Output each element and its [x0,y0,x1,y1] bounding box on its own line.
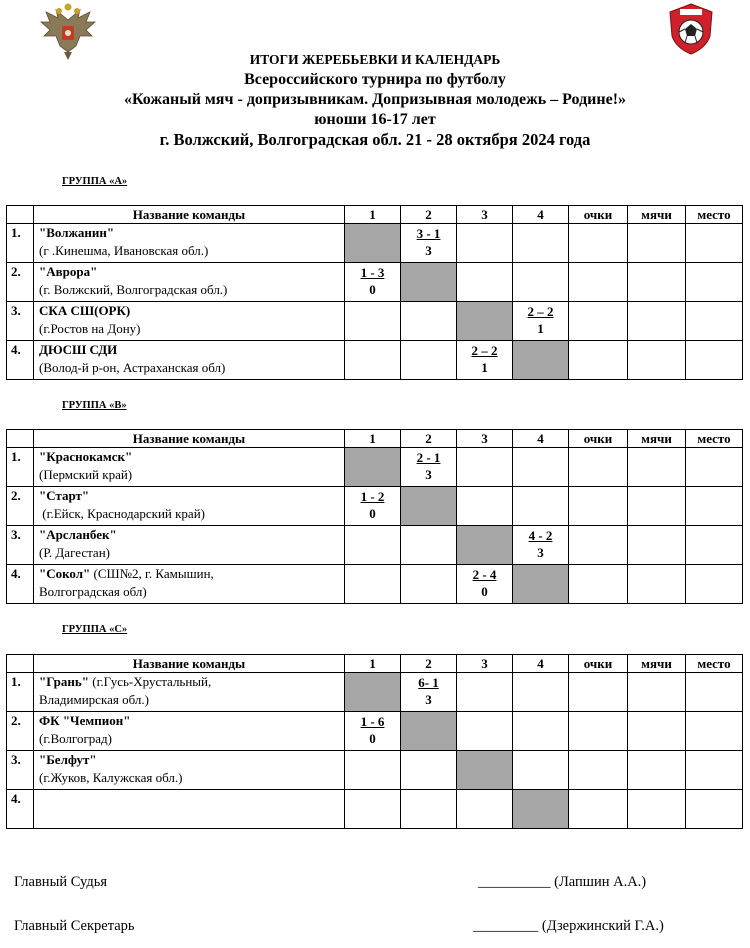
team-location: Волгоградская обл) [39,584,147,599]
team-cell [34,224,345,263]
header-cell: 4 [513,655,569,673]
place-cell [686,712,743,751]
team-location: (г.Ростов на Дону) [39,321,141,336]
match-points: 1 [481,360,488,375]
match-score: 2 - 4 [472,567,497,582]
diagonal-cell [345,224,401,263]
match-cell [401,751,457,790]
match-points: 0 [369,506,376,521]
diagonal-cell [457,302,513,341]
team-name: "Краснокамск" [39,449,133,464]
match-cell [401,302,457,341]
club-logo-icon [666,2,716,56]
goals-cell [628,790,686,829]
match-cell [457,448,513,487]
header-cell: 3 [457,206,513,224]
team-location: (Волод-й р-он, Астраханская обл) [39,360,226,375]
table-header-row [7,206,743,224]
points-cell [569,673,628,712]
match-score: 1 - 3 [360,265,385,280]
header-cell: 1 [345,655,401,673]
team-cell [34,341,345,380]
header-cell: место [686,430,743,448]
team-name: "Старт" [39,488,90,503]
place-cell [686,565,743,604]
team-location: (г.Ейск, Краснодарский край) [39,506,205,521]
points-cell [569,526,628,565]
header-line-2: Всероссийского турнира по футболу [244,71,506,88]
row-number: 4. [7,790,34,829]
place-cell [686,751,743,790]
header-line-1: ИТОГИ ЖЕРЕБЬЕВКИ И КАЛЕНДАРЬ [249,52,501,67]
place-cell [686,487,743,526]
header-cell: 2 [401,206,457,224]
match-cell [345,565,401,604]
team-location-extra: (СШ№2, г. Камышин, [90,566,214,581]
team-cell [34,302,345,341]
points-cell [569,751,628,790]
judge-label: Главный Судья [14,874,108,890]
group-title: ГРУППА «В» [62,400,127,411]
match-score: 2 – 2 [527,304,554,319]
match-score: 1 - 2 [360,489,385,504]
match-points: 0 [369,731,376,746]
match-cell [401,565,457,604]
diagonal-cell [457,751,513,790]
match-cell [513,751,569,790]
match-cell [345,790,401,829]
header-line-4: юноши 16-17 лет [314,111,436,128]
match-points: 0 [481,584,488,599]
team-name: ФК "Чемпион" [39,713,131,728]
goals-cell [628,302,686,341]
match-score: 3 - 1 [416,226,441,241]
row-number: 3. [7,526,34,565]
header-cell: очки [569,206,628,224]
table-row [7,448,743,487]
row-number: 2. [7,487,34,526]
match-cell [401,673,457,712]
match-cell [345,263,401,302]
place-cell [686,224,743,263]
secretary-name: _________ (Дзержинский Г.А.) [473,918,664,934]
table-row [7,790,743,829]
header-cell: Название команды [34,206,345,224]
place-cell [686,302,743,341]
match-points: 1 [537,321,544,336]
match-cell [457,224,513,263]
team-location: (г. Волжский, Волгоградская обл.) [39,282,228,297]
judge-name: __________ (Лапшин А.А.) [478,874,647,890]
place-cell [686,341,743,380]
match-cell [401,341,457,380]
team-cell [34,526,345,565]
table-row [7,263,743,302]
team-name: "Грань" [39,674,89,689]
team-cell [34,487,345,526]
place-cell [686,448,743,487]
team-name: "Арсланбек" [39,527,117,542]
match-score: 4 - 2 [528,528,553,543]
goals-cell [628,712,686,751]
diagonal-cell [401,263,457,302]
header-cell: Название команды [34,430,345,448]
team-location: (Р. Дагестан) [39,545,110,560]
group-title: ГРУППА «А» [62,176,128,187]
points-cell [569,565,628,604]
header-cell: 2 [401,430,457,448]
header-cell: Название команды [34,655,345,673]
diagonal-cell [457,526,513,565]
header-line-3: «Кожаный мяч - допризывникам. Допризывная молодежь – Родине!» [123,91,627,108]
match-score: 2 – 2 [471,343,498,358]
match-cell [345,526,401,565]
header-cell-blank [7,430,34,448]
points-cell [569,263,628,302]
row-number: 3. [7,751,34,790]
table-row [7,224,743,263]
match-points: 3 [425,692,432,707]
match-score: 1 - 6 [360,714,385,729]
place-cell [686,673,743,712]
match-points: 3 [425,243,432,258]
match-cell [345,487,401,526]
table-row [7,751,743,790]
match-cell [345,751,401,790]
team-cell [34,448,345,487]
match-cell [513,263,569,302]
team-cell [34,565,345,604]
points-cell [569,448,628,487]
points-cell [569,487,628,526]
goals-cell [628,263,686,302]
team-cell [34,263,345,302]
diagonal-cell [513,565,569,604]
diagonal-cell [345,673,401,712]
match-cell [457,565,513,604]
goals-cell [628,341,686,380]
table-row [7,302,743,341]
team-location: (г.Волгоград) [39,731,112,746]
header-cell: 3 [457,430,513,448]
match-cell [513,302,569,341]
page-header [0,50,750,150]
header-cell: мячи [628,206,686,224]
match-cell [401,526,457,565]
team-cell [34,790,345,829]
goals-cell [628,565,686,604]
match-cell [457,790,513,829]
header-cell: место [686,206,743,224]
team-name: "Сокол" [39,566,91,581]
points-cell [569,302,628,341]
header-cell-blank [7,206,34,224]
row-number: 1. [7,448,34,487]
match-cell [457,673,513,712]
match-cell [401,790,457,829]
match-score: 2 - 1 [416,450,441,465]
goals-cell [628,487,686,526]
match-cell [513,224,569,263]
table-row [7,487,743,526]
table-row [7,712,743,751]
diagonal-cell [513,341,569,380]
table-row [7,526,743,565]
team-name: СКА СШ(ОРК) [39,303,131,318]
match-cell [457,263,513,302]
points-cell [569,224,628,263]
header-line-5: г. Волжский, Волгоградская обл. 21 - 28 октября 2024 года [159,130,591,149]
row-number: 1. [7,224,34,263]
row-number: 2. [7,263,34,302]
header-cell: 1 [345,430,401,448]
match-score: 6- 1 [418,675,439,690]
secretary-label: Главный Секретарь [14,918,135,934]
match-points: 0 [369,282,376,297]
team-cell [34,673,345,712]
match-cell [513,712,569,751]
match-cell [401,224,457,263]
points-cell [569,341,628,380]
team-name: "Белфут" [39,752,97,767]
points-cell [569,790,628,829]
goals-cell [628,448,686,487]
match-cell [513,448,569,487]
group-table [6,654,743,829]
table-header-row [7,655,743,673]
points-cell [569,712,628,751]
diagonal-cell [401,487,457,526]
header-cell: очки [569,655,628,673]
match-points: 3 [537,545,544,560]
goals-cell [628,673,686,712]
team-location: (г .Кинешма, Ивановская обл.) [39,243,209,258]
team-name: "Волжанин" [39,225,115,240]
header-cell: 3 [457,655,513,673]
team-location: (Пермский край) [39,467,133,482]
team-location: (г.Жуков, Калужская обл.) [39,770,183,785]
match-cell [457,341,513,380]
team-cell [34,712,345,751]
place-cell [686,790,743,829]
table-row [7,565,743,604]
match-cell [457,712,513,751]
match-cell [513,673,569,712]
row-number: 3. [7,302,34,341]
row-number: 1. [7,673,34,712]
team-location: Владимирская обл.) [39,692,149,707]
goals-cell [628,526,686,565]
row-number: 4. [7,565,34,604]
header-cell: 4 [513,206,569,224]
match-cell [513,526,569,565]
row-number: 2. [7,712,34,751]
header-cell: 1 [345,206,401,224]
header-cell: 4 [513,430,569,448]
header-cell: мячи [628,655,686,673]
diagonal-cell [401,712,457,751]
table-header-row [7,430,743,448]
team-location-extra: (г.Гусь-Хрустальный, [88,674,212,689]
match-cell [513,487,569,526]
team-cell [34,751,345,790]
diagonal-cell [345,448,401,487]
header-cell: мячи [628,430,686,448]
team-name: ДЮСШ СДИ [39,342,118,357]
match-cell [457,487,513,526]
group-table [6,429,743,604]
row-number: 4. [7,341,34,380]
match-cell [345,302,401,341]
group-title: ГРУППА «С» [62,624,128,635]
place-cell [686,263,743,302]
goals-cell [628,751,686,790]
header-cell: место [686,655,743,673]
header-cell: очки [569,430,628,448]
goals-cell [628,224,686,263]
match-cell [345,712,401,751]
table-row [7,341,743,380]
diagonal-cell [513,790,569,829]
match-points: 3 [425,467,432,482]
match-cell [345,341,401,380]
table-row [7,673,743,712]
group-table [6,205,743,380]
header-cell: 2 [401,655,457,673]
header-cell-blank [7,655,34,673]
match-cell [401,448,457,487]
team-name: "Аврора" [39,264,98,279]
place-cell [686,526,743,565]
